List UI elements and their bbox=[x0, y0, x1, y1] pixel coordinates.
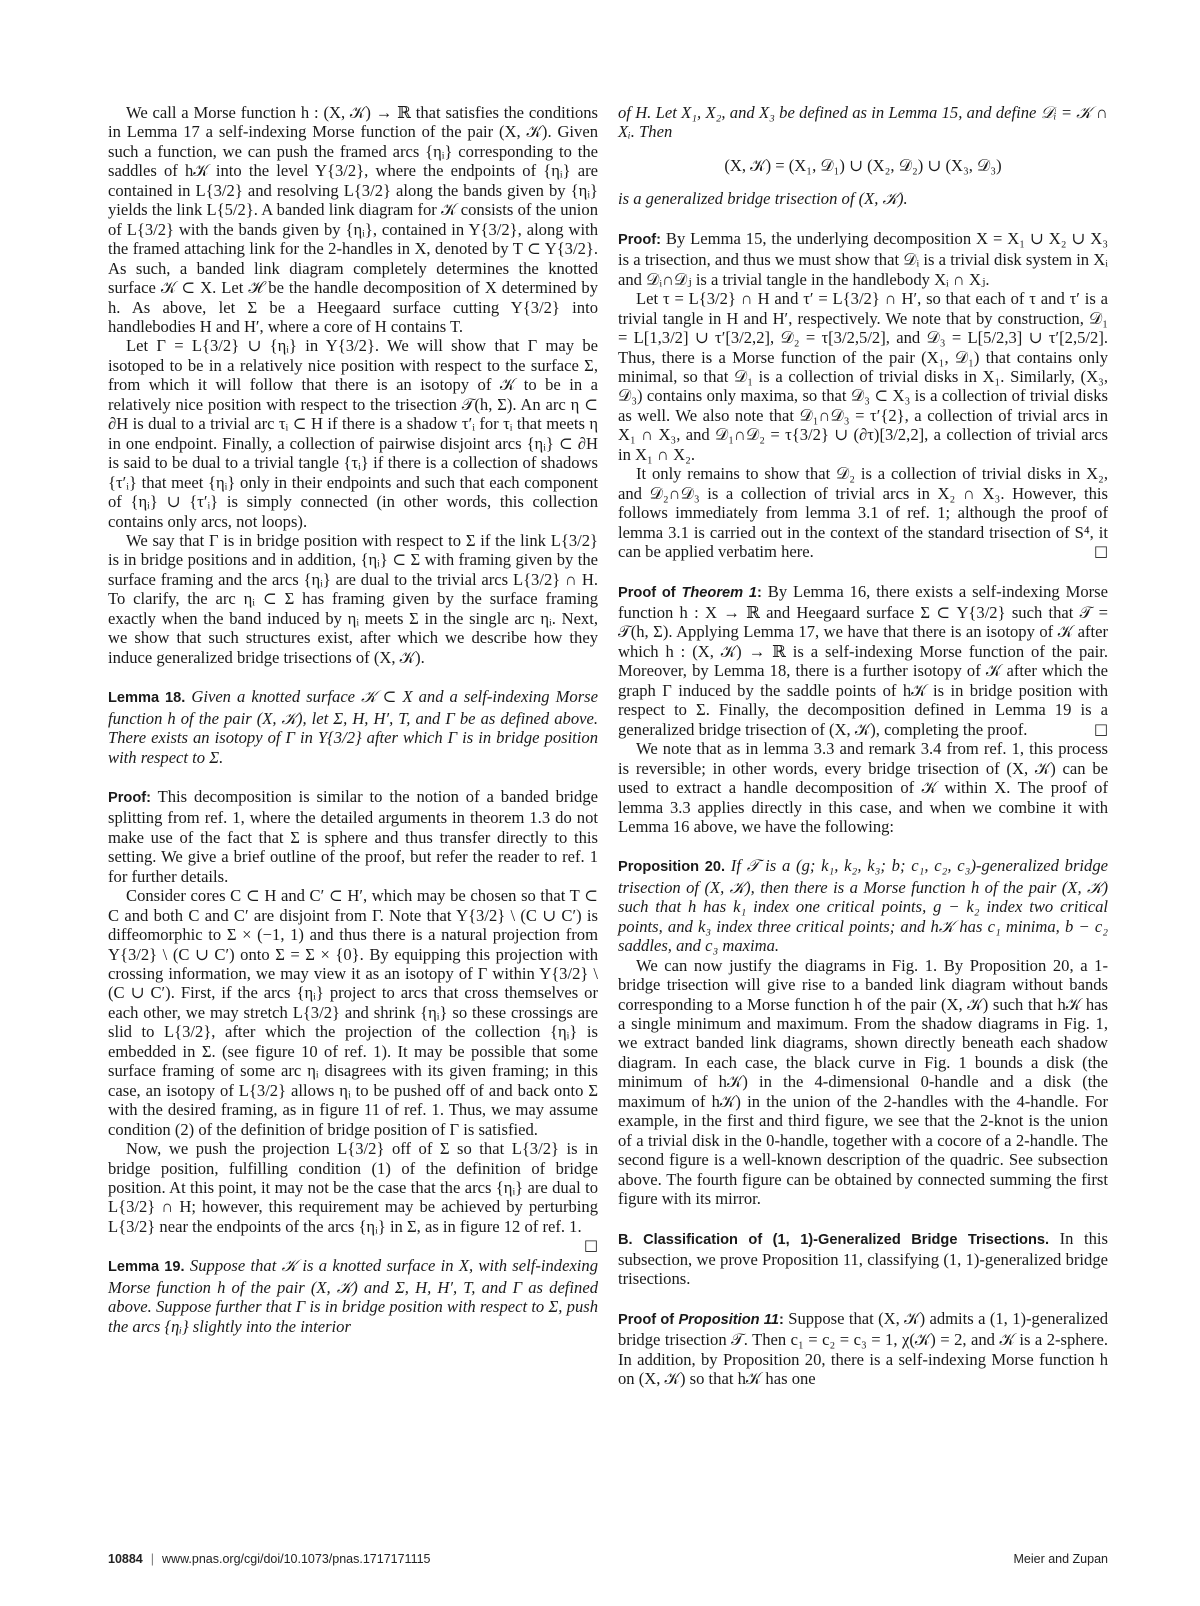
right-column bbox=[618, 103, 1108, 1389]
section-heading: B. Classification of (1, 1)-Generalized Bridge Trisections. bbox=[618, 1231, 1050, 1248]
proof-text: This decomposition is similar to the notion of a banded bridge splitting from ref. 1, where the detailed arguments in theorem 1.3 do not make use of the fact that Σ is sphere and thus transfer directly to this setting. We give a brief outline of the proof, but refer the reader to ref. 1 for further details. bbox=[108, 786, 598, 886]
lemma-19-conclusion: is a generalized bridge trisection of (X, 𝒦). bbox=[618, 189, 908, 209]
colon: : bbox=[757, 584, 762, 601]
qed-symbol: □ bbox=[1093, 542, 1108, 561]
paragraph bbox=[108, 1139, 598, 1255]
lemma-19 bbox=[108, 1256, 598, 1336]
proof-text: By Lemma 16, there exists a self-indexing Morse function h : X → ℝ and Heegaard surface Σ ⊂ Y{3/2} such that 𝒯 = 𝒯(h, Σ). Applying Lemma 17, we have that there is an isotopy of 𝒦 after which h : (X, 𝒦) → ℝ is a self-indexing Morse function of the pair. Moreover, by Lemma 18, there is a further isotopy of 𝒦 after which the graph Γ induced by the saddle points of h𝒦 is in bridge position with respect to Σ. Finally, the decomposition defined in Lemma 19 is a generalized bridge trisection of (X, 𝒦), completing the proof. bbox=[618, 581, 1108, 739]
lemma-label: Lemma 19. bbox=[108, 1259, 185, 1276]
paragraph: Let τ = L{3/2} ∩ H and τ′ = L{3/2} ∩ H′, so that each of τ and τ′ is a trivial tangle in H and H′, respectively. We note that by construction, 𝒟₁ = L[1,3/2] ∪ τ′[3/2,2], 𝒟₂ = τ[3/2,5/2], and 𝒟₃ = L[5/2,3] ∪ τ′[2,5/2]. Thus, there is a Morse function of the pair (X₁, 𝒟₁) that contains only minimal, so that 𝒟₁ is a collection of trivial disks in X₁. Similarly, (X₃, 𝒟₃) contains only maxima, so that 𝒟₃ ⊂ X₃ is a collection of trivial disks as well. We also note that 𝒟₁∩𝒟₃ = τ′{2}, a collection of trivial arcs in X₁ ∩ X₃, and 𝒟₁∩𝒟₂ = τ{3/2} ∪ (∂τ)[3/2,2], a collection of trivial arcs in X₁ ∩ X₂. bbox=[618, 289, 1108, 464]
proof-theorem-1 bbox=[618, 582, 1108, 740]
proposition-ref: Proposition 11 bbox=[678, 1311, 779, 1328]
proof-text: Suppose that (X, 𝒦) admits a (1, 1)-generalized bridge trisection 𝒯. Then c₁ = c₂ = c₃ = 1, χ(𝒦) = 2, and 𝒦 is a 2-sphere. In addition, by Proposition 20, there is a self-indexing Morse function h on (X, 𝒦) so that h𝒦 has one bbox=[618, 1308, 1108, 1389]
lemma-text: Suppose that 𝒦 is a knotted surface in X, with self-indexing Morse function h of the pair (X, 𝒦) and Σ, H, H′, T, and Γ as defined above. Suppose further that Γ is in bridge position with respect to Σ, push the arcs {ηᵢ} slightly into the interior bbox=[108, 1256, 599, 1336]
proof-label: Proof of bbox=[618, 1311, 679, 1328]
qed-symbol: □ bbox=[583, 1236, 598, 1255]
lemma-18 bbox=[108, 687, 598, 767]
proposition-text: If 𝒯 is a (g; k₁, k₂, k₃; b; c₁, c₂, c₃)-generalized bridge trisection of (X, 𝒦), then there is a Morse function h of the pair (X, 𝒦) such that h has k₁ index one critical points, g − k₂ index two critical points, and k₃ index three critical points; and h𝒦 has c₁ minima, b − c₂ saddles, and c₃ maxima. bbox=[618, 856, 1108, 956]
paragraph: We note that as in lemma 3.3 and remark 3.4 from ref. 1, this process is reversible; in other words, every bridge trisection of (X, 𝒦) can be used to extract a handle decomposition of 𝒦 within X. The proof of lemma 3.3 applies directly in this case, and when we combine it with Lemma 16 above, we have the following: bbox=[618, 739, 1108, 836]
lemma-19-continued: of H. Let X₁, X₂, and X₃ be defined as in Lemma 15, and define 𝒟ᵢ = 𝒦 ∩ Xᵢ. Then bbox=[618, 103, 1108, 142]
paragraph: Let Γ = L{3/2} ∪ {ηᵢ} in Y{3/2}. We will show that Γ may be isotoped to be in a relatively nice position with respect to the surface Σ, from which it will follow that there is an isotopy of 𝒦 to be in a relatively nice position with respect to the trisection 𝒯(h, Σ). An arc η ⊂ ∂H is dual to a trivial arc τᵢ ⊂ H if there is a shadow τ′ᵢ for τᵢ that meets η in one endpoint. Finally, a collection of pairwise disjoint arcs {ηᵢ} ⊂ ∂H is said to be dual to a trivial tangle {τᵢ} if there is a collection of shadows {τ′ᵢ} that meet {ηᵢ} only in their endpoints and such that each component of {ηᵢ} ∪ {τ′ᵢ} is simply connected (in other words, this collection contains only arcs, not loops). bbox=[108, 336, 598, 531]
lemma-label: Lemma 18. bbox=[108, 690, 186, 707]
paragraph: We can now justify the diagrams in Fig. 1. By Proposition 20, a 1-bridge trisection will give rise to a banded link diagram without bands corresponding to a Morse function h of the pair (X, 𝒦) such that h𝒦 has a single minimum and maximum. From the shadow diagrams in Fig. 1, we extract banded link diagrams, shown directly beneath each shadow diagram. In each case, the black curve in Fig. 1 bounds a disk (the minimum of h𝒦) in the 4-dimensional 0-handle and a disk (the maximum of h𝒦) in the union of the 2-handles with the 4-handle. For example, in the first and third figure, we see that the 2-knot is the union of a trivial disk in the 0-handle, together with a cocore of a 2-handle. The second figure is a well-known description of the quadric. See subsection above. The fourth figure can be obtained by connected summing the first figure with its mirror. bbox=[618, 955, 1108, 1209]
paragraph bbox=[618, 464, 1108, 561]
qed-symbol: □ bbox=[1093, 719, 1108, 738]
paragraph: We call a Morse function h : (X, 𝒦) → ℝ that satisfies the conditions in Lemma 17 a self-indexing Morse function of the pair (X, 𝒦). Given such a function, we can push the framed arcs {ηᵢ} corresponding to the saddles of h𝒦 into the level Y{3/2}, where the endpoints of {ηᵢ} are contained in L{3/2} and resolving L{3/2} along the bands given by {ηᵢ} yields the link L{5/2}. A banded link diagram for 𝒦 consists of the union of L{3/2} with the bands given by {ηᵢ}, contained in Y{3/2}, along with the framed attaching link for the 2-handles in X, denoted by T ⊂ Y{3/2}. As such, a banded link diagram completely determines the knotted surface 𝒦 ⊂ X. Let ℋ be the handle decomposition of X determined by h. As above, let Σ be a Heegaard surface cutting Y{3/2} into handlebodies H and H′, where a core of H contains T. bbox=[108, 103, 598, 336]
proof-18-intro bbox=[108, 787, 598, 886]
colon: : bbox=[778, 1311, 784, 1328]
proof-text: Now, we push the projection L{3/2} off of Σ so that L{3/2} is in bridge position, fulfilling condition (1) of the definition of bridge position. At this point, it may not be the case that the arcs {ηᵢ} are dual to L{3/2} ∩ H; however, this requirement may be achieved by perturbing L{3/2} near the endpoints of the arcs {ηᵢ} in Σ, as in figure 12 of ref. 1. bbox=[108, 1139, 598, 1236]
proof-label: Proof: bbox=[618, 231, 661, 248]
section-text: In this subsection, we prove Proposition 11, classifying (1, 1)-generalized bridge trisections. bbox=[618, 1228, 1108, 1289]
proof-proposition-11 bbox=[618, 1309, 1108, 1389]
proof-19 bbox=[618, 229, 1108, 289]
left-column bbox=[108, 103, 598, 1336]
footer-separator: | bbox=[150, 1552, 155, 1566]
page-footer bbox=[108, 1552, 1108, 1566]
proof-label: Proof of bbox=[618, 584, 682, 601]
proposition-20 bbox=[618, 856, 1108, 955]
page-number: 10884 bbox=[108, 1552, 143, 1566]
paragraph: We say that Γ is in bridge position with respect to Σ if the link L{3/2} is in bridge positions and in addition, {ηᵢ} ⊂ Σ with framing given by the surface framing and the arcs {ηᵢ} are dual to the trivial arcs L{3/2} ∩ H. To clarify, the arc ηᵢ ⊂ Σ has framing given by the surface framing exactly when the band induced by ηᵢ meets Σ in the single arc ηᵢ. Next, we show that such structures exist, after which we describe how they induce generalized bridge trisections of (X, 𝒦). bbox=[108, 530, 598, 667]
proof-text: By Lemma 15, the underlying decomposition X = X₁ ∪ X₂ ∪ X₃ is a trisection, and thus we must show that 𝒟ᵢ is a trivial disk system in Xᵢ and 𝒟ᵢ∩𝒟ⱼ is a trivial tangle in the handlebody Xᵢ ∩ Xⱼ. bbox=[618, 228, 1108, 289]
lemma-text: Given a knotted surface 𝒦 ⊂ X and a self-indexing Morse function h of the pair (X, 𝒦), let Σ, H, H′, T, and Γ be as defined above. There exists an isotopy of Γ in Y{3/2} after which Γ is in bridge position with respect to Σ. bbox=[108, 687, 598, 767]
proposition-label: Proposition 20. bbox=[618, 859, 726, 876]
proof-text: It only remains to show that 𝒟₂ is a collection of trivial disks in X₂, and 𝒟₂∩𝒟₃ is a collection of trivial arcs in X₂ ∩ X₃. However, this follows immediately from lemma 3.1 of ref. 1; although the proof of lemma 3.1 is carried out in the context of the standard trisection of S⁴, it can be applied verbatim here. bbox=[618, 464, 1108, 562]
paragraph: Consider cores C ⊂ H and C′ ⊂ H′, which may be chosen so that T ⊂ C and both C and C′ are disjoint from Γ. Note that Y{3/2} \ (C ∪ C′) is diffeomorphic to Σ × (−1, 1) and thus there is a natural projection from Y{3/2} \ (C ∪ C′) onto Σ = Σ × {0}. By equipping this projection with crossing information, we may view it as an isotopy of Γ within Y{3/2} \ (C ∪ C′). First, if the arcs {ηᵢ} project to arcs that cross themselves or each other, we may stretch L{3/2} and shrink {ηᵢ} so these crossings are slid to L{3/2}, after which the projection of the collection {ηᵢ} is embedded in Σ. (see figure 10 of ref. 1). It may be possible that some surface framing of some arc ηᵢ disagrees with its given framing; in this case, an isotopy of L{3/2} allows ηᵢ to be pushed off of and back onto Σ with the desired framing, as in figure 11 of ref. 1. Thus, we may assume condition (2) of the definition of bridge position of Γ is satisfied. bbox=[108, 886, 598, 1139]
section-b bbox=[618, 1229, 1108, 1289]
theorem-ref: Theorem 1 bbox=[681, 584, 757, 601]
proof-label: Proof: bbox=[108, 789, 151, 806]
doi-link[interactable]: www.pnas.org/cgi/doi/10.1073/pnas.1717171115 bbox=[162, 1552, 431, 1566]
equation: (X, 𝒦) = (X₁, 𝒟₁) ∪ (X₂, 𝒟₂) ∪ (X₃, 𝒟₃) bbox=[724, 155, 1002, 175]
authors: Meier and Zupan bbox=[1013, 1552, 1108, 1566]
